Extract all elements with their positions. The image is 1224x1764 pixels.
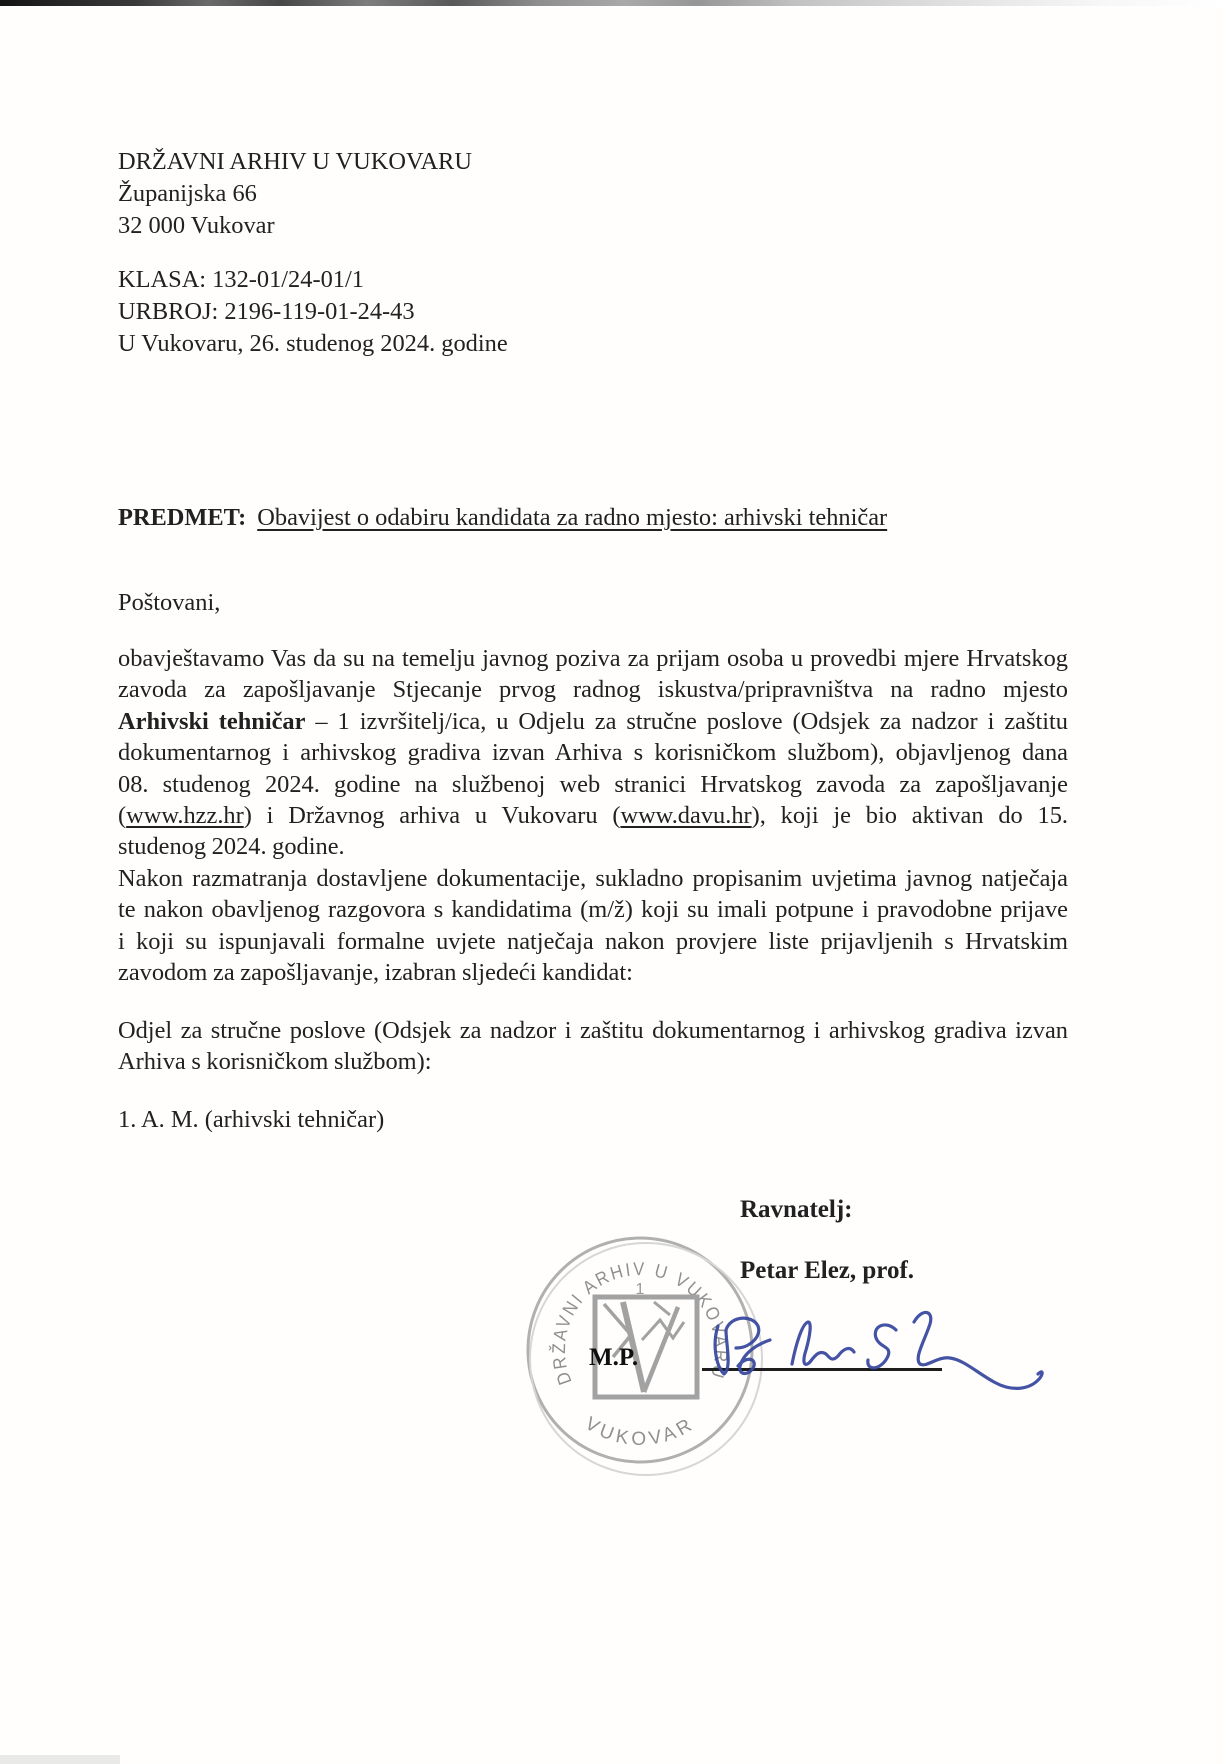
- handwritten-signature: [700, 1300, 1060, 1420]
- stamp-ring-text: DRŽAVNI ARHIV U VUKOVARU: [547, 1258, 733, 1388]
- place-date-line: U Vukovaru, 26. studenog 2024. godine: [118, 330, 508, 357]
- text-line: [118, 737, 1068, 768]
- plain-text: Arhiva s korisničkom službom):: [118, 1048, 432, 1076]
- text-line: [118, 926, 1068, 957]
- plain-text: zavodom za zapošljavanje, izabran sljedeći kandidat:: [118, 959, 633, 987]
- urbroj-line: URBROJ: 2196-119-01-24-43: [118, 298, 415, 325]
- plain-text: te nakon obavljenog razgovora s kandidatima (m/ž) koji su imali potpune i pravodobne prijave: [118, 896, 1068, 924]
- klasa-line: KLASA: 132-01/24-01/1: [118, 266, 364, 293]
- subject-label: PREDMET:: [118, 504, 247, 531]
- url-text: www.hzz.hr: [126, 802, 244, 830]
- plain-text: obavještavamo Vas da su na temelju javnog poziva za prijam osoba u provedbi mjere Hrvatskog: [118, 645, 1068, 672]
- subject-text: Obavijest o odabiru kandidata za radno mjesto: arhivski tehničar: [257, 504, 888, 531]
- text-line: [118, 769, 1068, 800]
- stamp-bottom-text-shape: [581, 1413, 699, 1450]
- plain-text: (: [118, 802, 127, 830]
- sender-block: [118, 146, 472, 242]
- text-line: [118, 863, 1068, 894]
- salutation: Poštovani,: [118, 589, 221, 616]
- bold-text: Arhivski tehničar: [118, 707, 306, 735]
- subject-line: [118, 502, 887, 534]
- signer-name: Petar Elez, prof.: [740, 1257, 915, 1284]
- plain-text: dokumentarnog i arhivskog gradiva izvan Arhiva s korisničkom službom), objavljenog dana: [118, 739, 1068, 767]
- url-text: www.davu.hr: [620, 802, 752, 830]
- text-line: [118, 957, 1068, 988]
- plain-text: – 1 izvršitelj/ica, u Odjelu za stručne poslove (Odsjek za nadzor i zaštitu: [305, 707, 1069, 735]
- text-line: [118, 831, 1068, 862]
- sender-city: 32 000 Vukovar: [118, 212, 275, 239]
- department-paragraph: [118, 1015, 1068, 1078]
- mp-seal-mark: M.P.: [589, 1344, 639, 1371]
- text-line: [118, 643, 1068, 674]
- plain-text: Nakon razmatranja dostavljene dokumentacije, sukladno propisanim uvjetima javnog natječaja: [118, 864, 1068, 892]
- candidate-line: 1. A. M. (arhivski tehničar): [118, 1106, 385, 1133]
- text-line: [118, 800, 1068, 831]
- plain-text: Odjel za stručne poslove (Odsjek za nadzor i zaštitu dokumentarnog i arhivskog gradiva izvan: [118, 1017, 1068, 1044]
- scan-edge-artifact: [0, 0, 1224, 6]
- text-line: [118, 674, 1068, 705]
- sender-street: Županijska 66: [118, 180, 257, 207]
- plain-text: ) i Državnog arhiva u Vukovaru (: [243, 802, 621, 830]
- sender-org: DRŽAVNI ARHIV U VUKOVARU: [118, 148, 472, 175]
- plain-text: ), koji je bio aktivan do 15.: [751, 802, 1068, 830]
- stamp-bottom-text: VUKOVAR: [581, 1413, 699, 1450]
- text-line: [118, 1046, 1068, 1077]
- text-line: [118, 894, 1068, 925]
- scan-corner-artifact: [0, 1755, 120, 1764]
- plain-text: studenog 2024. godine.: [118, 833, 345, 861]
- body-paragraph: [118, 643, 1068, 988]
- text-line: [118, 706, 1068, 737]
- plain-text: i koji su ispunjavali formalne uvjete natječaja nakon provjere liste prijavljenih s Hrvatskim: [118, 927, 1068, 955]
- text-line: [118, 1015, 1068, 1046]
- plain-text: 08. studenog 2024. godine na službenoj web stranici Hrvatskog zavoda za zapošljavanje: [118, 770, 1068, 798]
- reference-block: [118, 264, 508, 360]
- stamp-number: 1: [635, 1281, 645, 1298]
- signer-title: Ravnatelj:: [740, 1196, 853, 1223]
- plain-text: zavoda za zapošljavanje Stjecanje prvog radnog iskustva/pripravništva na radno mjesto: [118, 676, 1068, 704]
